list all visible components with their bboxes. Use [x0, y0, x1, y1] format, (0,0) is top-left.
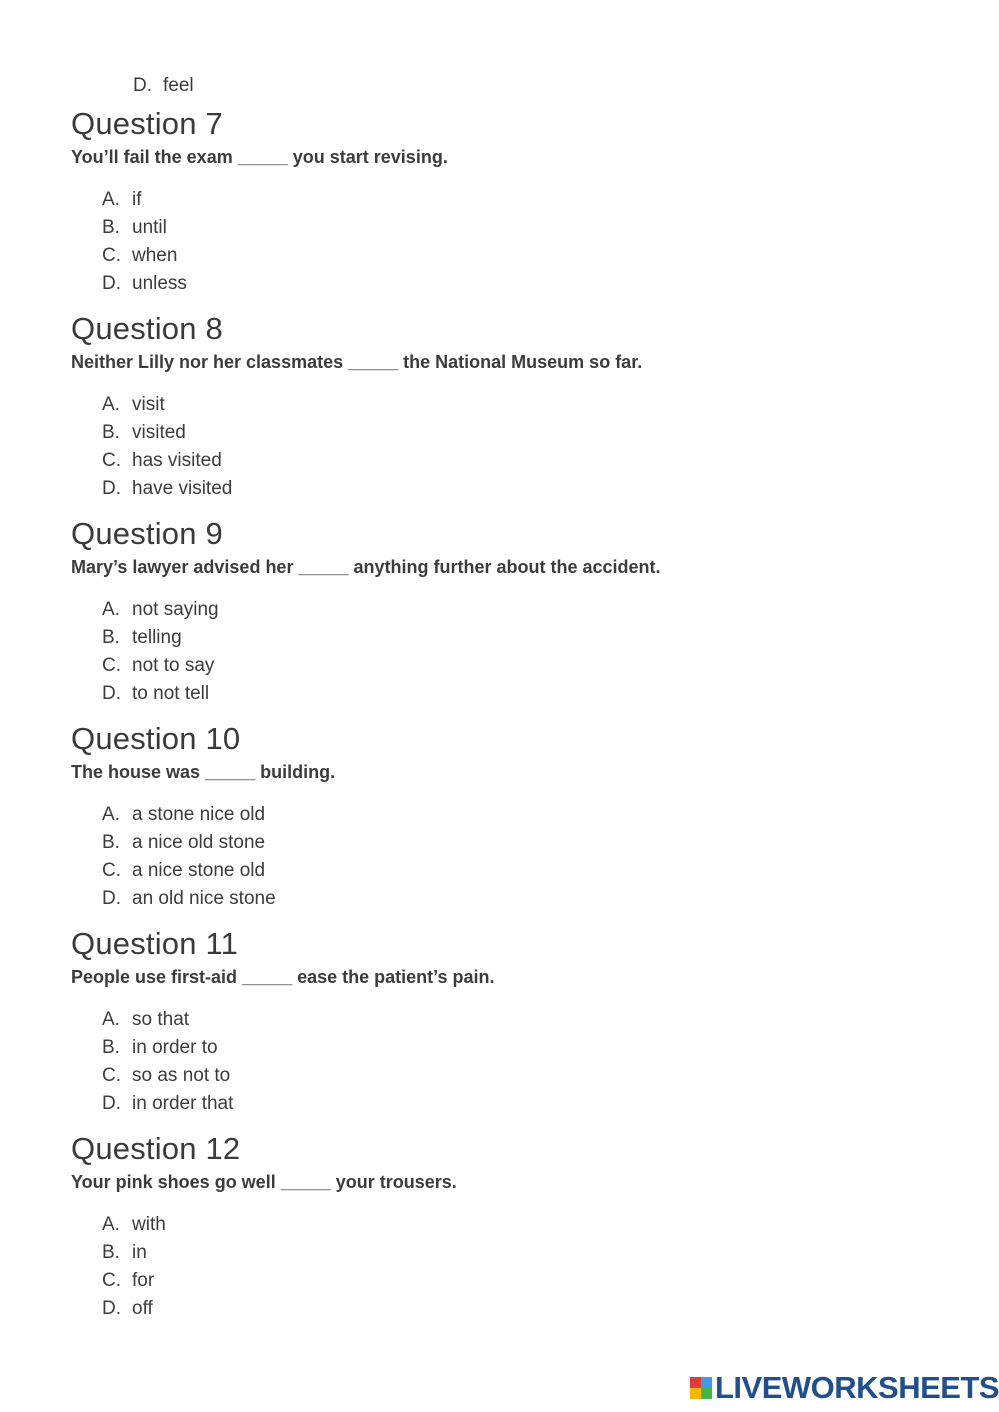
option-text: has visited: [132, 450, 222, 471]
option-c[interactable]: [102, 1267, 951, 1295]
option-text: feel: [163, 75, 194, 96]
option-letter: C.: [102, 860, 121, 881]
option-letter: D.: [102, 888, 121, 909]
option-a[interactable]: [102, 801, 951, 829]
question-12: [71, 1131, 951, 1339]
question-prompt: Neither Lilly nor her classmates _____ the National Museum so far.: [71, 352, 643, 372]
option-text: an old nice stone: [132, 888, 276, 909]
option-letter: A.: [102, 1009, 120, 1030]
options-list: [71, 801, 951, 913]
question-title: Question 9: [71, 516, 223, 551]
option-c[interactable]: [102, 1062, 951, 1090]
option-b[interactable]: [102, 1239, 951, 1267]
option-text: not to say: [132, 655, 215, 676]
option-a[interactable]: [102, 1006, 951, 1034]
options-list: [71, 186, 951, 298]
question-10: [71, 721, 951, 929]
question-title: Question 11: [71, 926, 239, 961]
option-letter: A.: [102, 1214, 120, 1235]
option-text: so that: [132, 1009, 190, 1030]
option-b[interactable]: [102, 214, 951, 242]
q6-option-d[interactable]: [133, 72, 194, 100]
option-text: so as not to: [132, 1065, 231, 1086]
question-7: [71, 106, 951, 314]
option-text: visited: [132, 422, 186, 443]
option-b[interactable]: [102, 419, 951, 447]
option-letter: A.: [102, 599, 120, 620]
option-text: a nice old stone: [132, 832, 266, 853]
option-b[interactable]: [102, 624, 951, 652]
option-letter: C.: [102, 655, 121, 676]
logo-text: LIVEWORKSHEETS: [715, 1370, 999, 1405]
option-letter: B.: [102, 1037, 120, 1058]
option-letter: B.: [102, 217, 120, 238]
option-text: when: [132, 245, 178, 266]
block-blue: [701, 1377, 712, 1388]
option-d[interactable]: [102, 1090, 951, 1118]
option-c[interactable]: [102, 857, 951, 885]
option-text: have visited: [132, 478, 233, 499]
option-letter: A.: [102, 394, 120, 415]
option-d[interactable]: [102, 270, 951, 298]
option-letter: D.: [102, 1298, 121, 1319]
option-text: in: [132, 1242, 147, 1263]
option-b[interactable]: [102, 829, 951, 857]
option-text: until: [132, 217, 167, 238]
option-letter: D.: [133, 75, 152, 96]
option-text: if: [132, 189, 142, 210]
option-b[interactable]: [102, 1034, 951, 1062]
option-text: in order to: [132, 1037, 218, 1058]
option-letter: A.: [102, 804, 120, 825]
option-a[interactable]: [102, 186, 951, 214]
option-text: a nice stone old: [132, 860, 266, 881]
option-c[interactable]: [102, 242, 951, 270]
option-text: for: [132, 1270, 155, 1291]
question-9: [71, 516, 951, 724]
option-letter: B.: [102, 832, 120, 853]
question-11: [71, 926, 951, 1134]
option-letter: C.: [102, 450, 121, 471]
option-letter: D.: [102, 683, 121, 704]
blocks-icon: [690, 1377, 712, 1399]
question-title: Question 10: [71, 721, 241, 756]
option-a[interactable]: [102, 1211, 951, 1239]
question-prompt: You’ll fail the exam _____ you start revising.: [71, 147, 448, 167]
option-text: unless: [132, 273, 187, 294]
option-a[interactable]: [102, 596, 951, 624]
option-text: off: [132, 1298, 153, 1319]
question-title: Question 8: [71, 311, 223, 346]
option-text: in order that: [132, 1093, 234, 1114]
option-c[interactable]: [102, 652, 951, 680]
option-letter: D.: [102, 478, 121, 499]
option-d[interactable]: [102, 885, 951, 913]
option-letter: D.: [102, 273, 121, 294]
option-letter: C.: [102, 1065, 121, 1086]
option-d[interactable]: [102, 680, 951, 708]
option-d[interactable]: [102, 475, 951, 503]
option-a[interactable]: [102, 391, 951, 419]
options-list: [71, 1211, 951, 1323]
options-list: [71, 596, 951, 708]
option-c[interactable]: [102, 447, 951, 475]
liveworksheets-logo[interactable]: [690, 1370, 999, 1405]
options-list: [71, 1006, 951, 1118]
option-text: with: [132, 1214, 166, 1235]
option-letter: D.: [102, 1093, 121, 1114]
option-text: visit: [132, 394, 165, 415]
question-prompt: People use first-aid _____ ease the patient’s pain.: [71, 967, 495, 987]
question-prompt: Your pink shoes go well _____ your trousers.: [71, 1172, 457, 1192]
option-letter: B.: [102, 627, 120, 648]
option-letter: B.: [102, 422, 120, 443]
option-text: telling: [132, 627, 182, 648]
question-prompt: The house was _____ building.: [71, 762, 336, 782]
question-8: [71, 311, 951, 519]
option-text: a stone nice old: [132, 804, 266, 825]
option-text: not saying: [132, 599, 219, 620]
block-red: [690, 1377, 701, 1388]
question-title: Question 12: [71, 1131, 241, 1166]
question-title: Question 7: [71, 106, 223, 141]
options-list: [71, 391, 951, 503]
option-d[interactable]: [102, 1295, 951, 1323]
block-green: [701, 1388, 712, 1399]
option-letter: C.: [102, 245, 121, 266]
question-prompt: Mary’s lawyer advised her _____ anything further about the accident.: [71, 557, 661, 577]
option-letter: C.: [102, 1270, 121, 1291]
block-yellow: [690, 1388, 701, 1399]
option-letter: A.: [102, 189, 120, 210]
option-text: to not tell: [132, 683, 210, 704]
option-letter: B.: [102, 1242, 120, 1263]
